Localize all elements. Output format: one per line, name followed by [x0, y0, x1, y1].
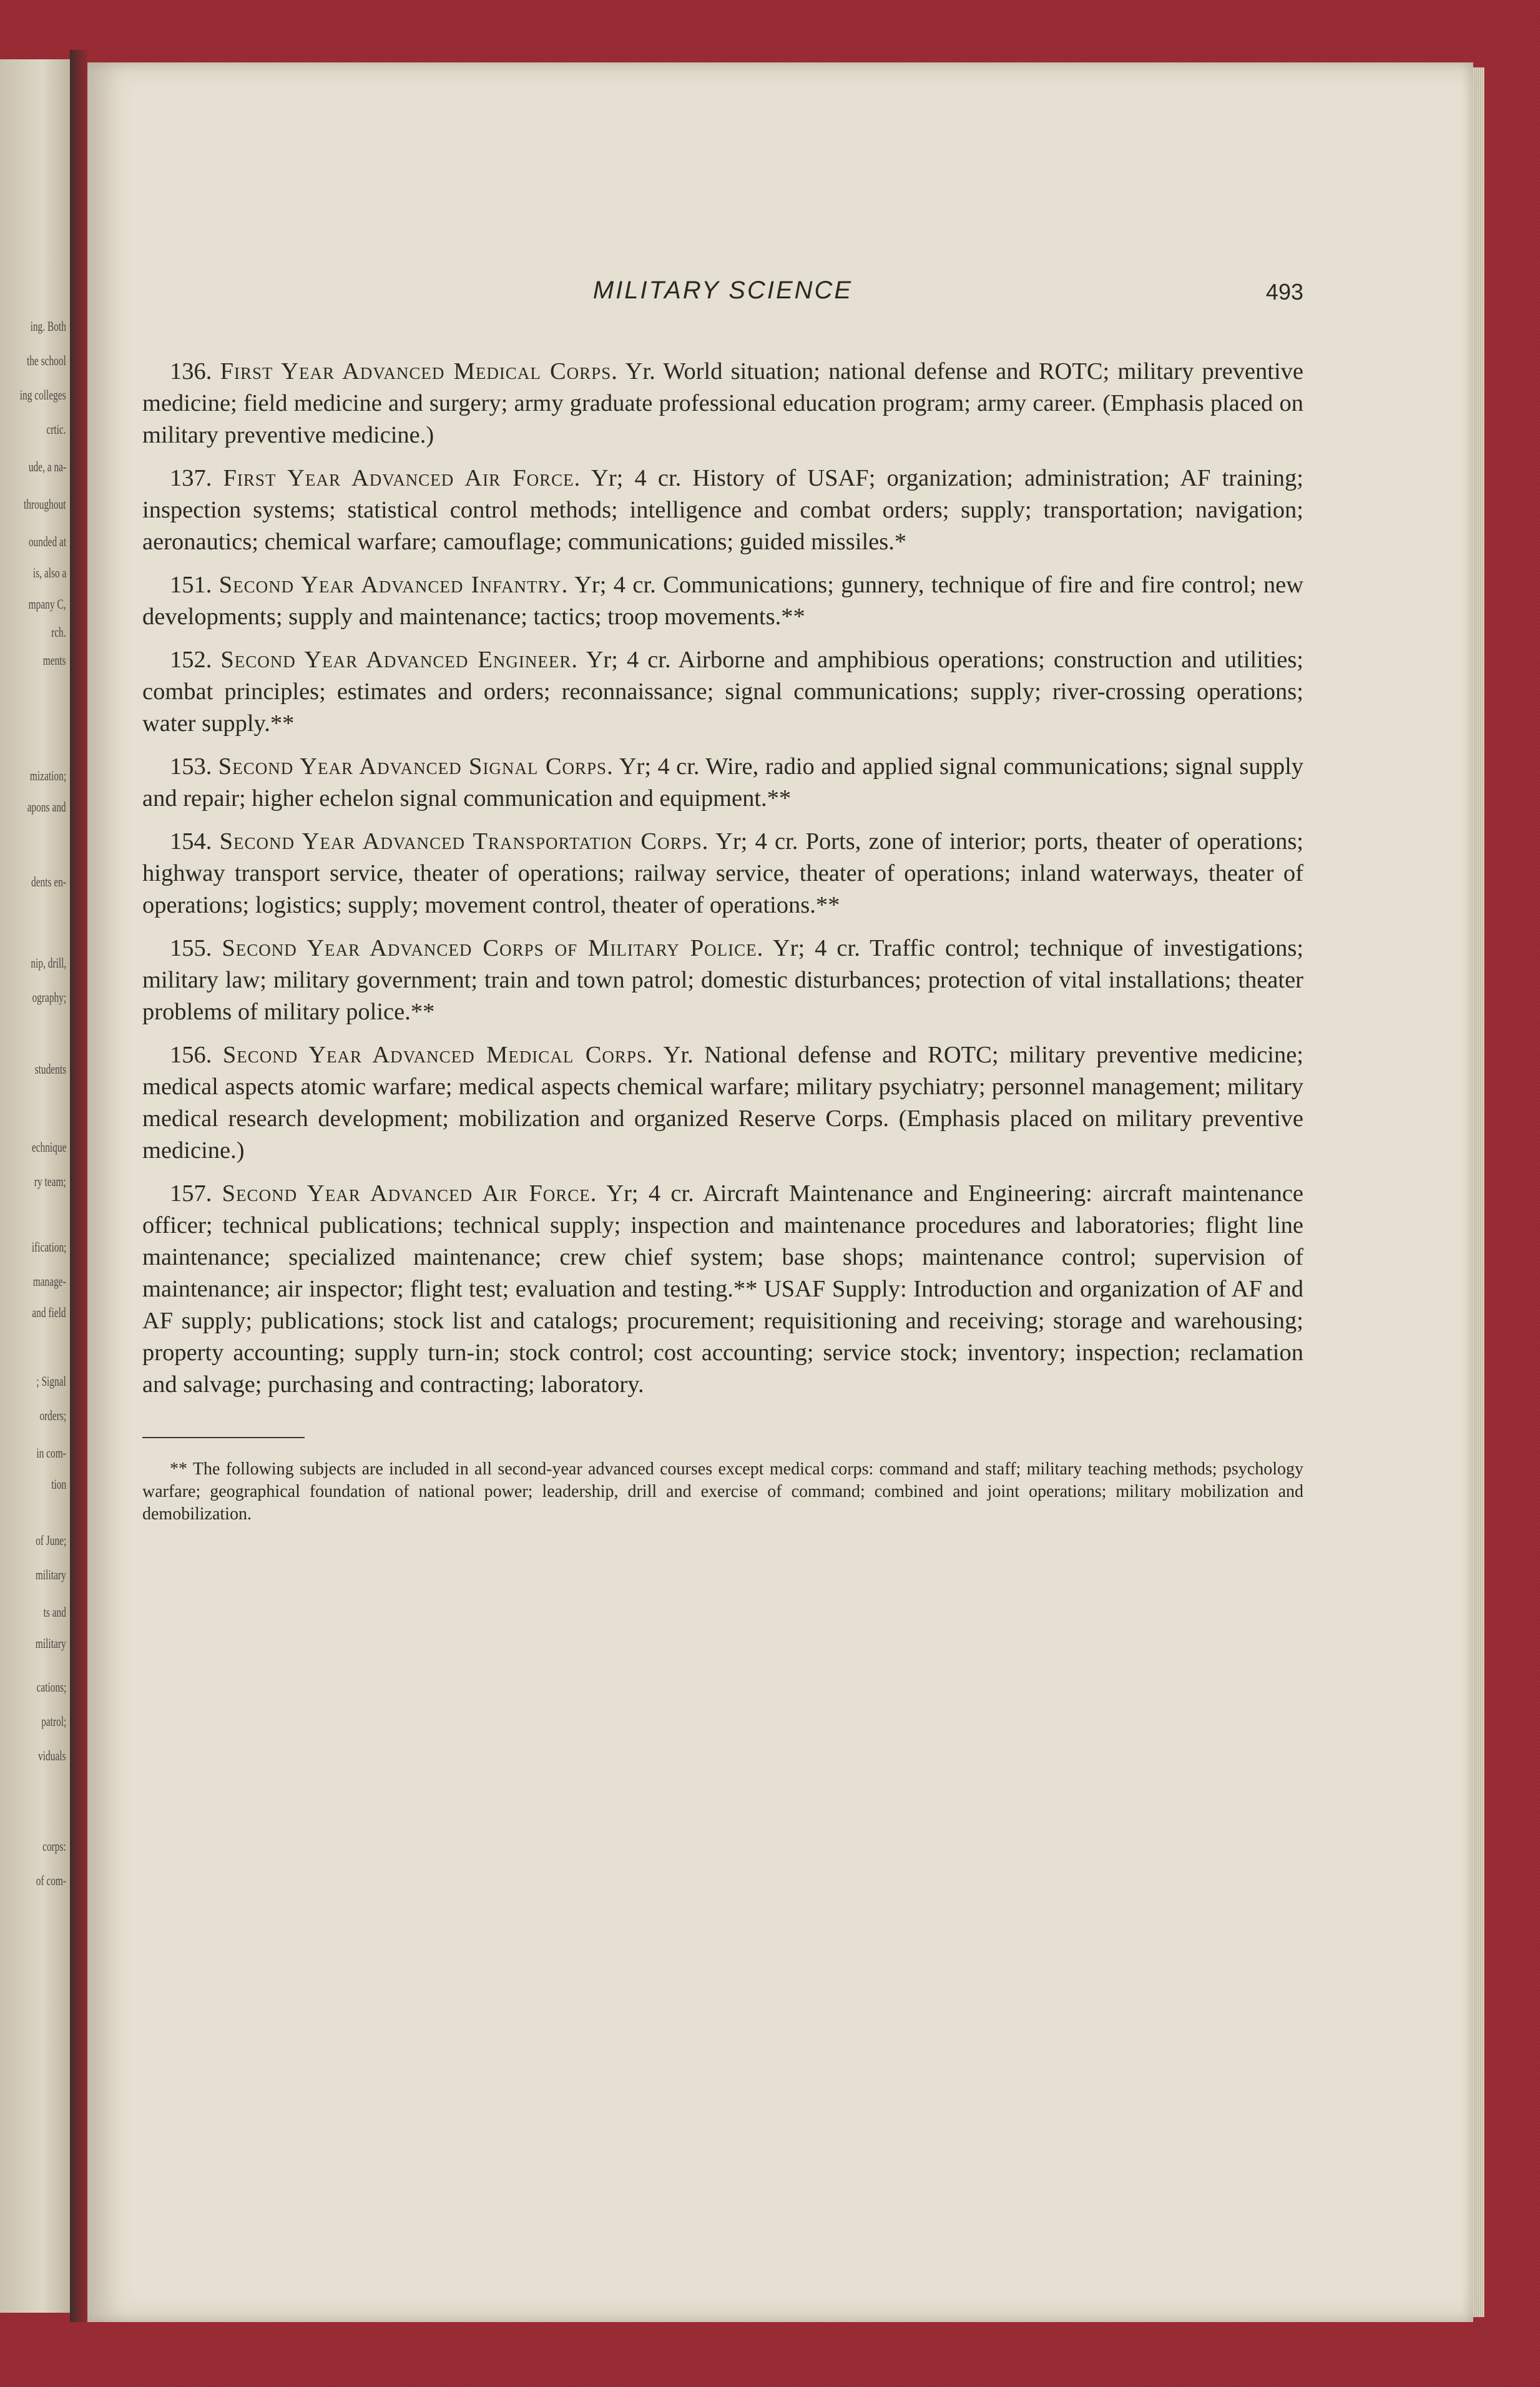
- left-page-fragment: corps:: [42, 1838, 66, 1854]
- course-description: Yr; 4 cr. Wire, radio and applied signal communications; signal supply and repair; higher echelon signal communication and equipment.**: [142, 753, 1304, 811]
- course-entry: [142, 569, 1303, 633]
- left-page-fragment: military: [36, 1635, 66, 1651]
- running-head: [142, 275, 1303, 331]
- left-page-fragment: ; Signal: [36, 1373, 66, 1389]
- course-description: Yr; 4 cr. Ports, zone of interior; ports, theater of operations; highway transport service, theater of operations; railway service, theater of operations; inland waterways, theater of operations; logistics; supply; movement control, theater of operations.**: [142, 828, 1304, 918]
- left-page-fragment: mpany C,: [29, 596, 66, 612]
- left-page-fragment: of June;: [35, 1532, 66, 1548]
- course-entry: [142, 463, 1303, 558]
- course-number: 137.: [170, 465, 212, 491]
- course-list: [142, 356, 1303, 1401]
- course-entry: [142, 1039, 1303, 1167]
- left-page-fragment: throughout: [24, 496, 66, 512]
- course-number: 152.: [170, 647, 212, 673]
- left-page-fragment: tion: [51, 1476, 66, 1492]
- course-description: Yr; 4 cr. Communications; gunnery, technique of fire and fire control; new developments; supply and maintenance; tactics; troop movements.**: [142, 572, 1303, 630]
- left-page-fragment: crtic.: [46, 421, 66, 437]
- left-page-fragment: ification;: [31, 1239, 66, 1255]
- course-number: 154.: [170, 828, 212, 855]
- course-title: Second Year Advanced Air Force.: [222, 1180, 597, 1207]
- left-page-fragment: and field: [32, 1305, 66, 1320]
- left-page-fragment: ing colleges: [20, 387, 66, 403]
- left-page-fragment: ude, a na-: [28, 459, 66, 474]
- footnote: ** The following subjects are included in all second-year advanced courses except medical corps: command and staff; military teaching methods; psychology warfare; geographical foundation of national power; leadership, drill and exercise of command; combined and joint operations; military mobilization and demobilization.: [142, 1459, 1303, 1524]
- left-page-fragment: the school: [27, 353, 66, 368]
- left-page-edge: [0, 59, 70, 2313]
- page-stack-edge: [1473, 67, 1484, 2317]
- left-page-fragment: of com-: [36, 1873, 66, 1888]
- left-page-fragment: rch.: [51, 624, 66, 640]
- course-description: Yr. World situation; national defense and ROTC; military preventive medicine; field medicine and surgery; army graduate professional education program; army career. (Emphasis placed on military preventive medicine.): [142, 358, 1303, 448]
- course-title: Second Year Advanced Medical Corps.: [222, 1042, 654, 1068]
- course-entry: [142, 751, 1303, 815]
- left-page-fragment: students: [34, 1061, 66, 1077]
- left-page-fragment: echnique: [31, 1139, 66, 1155]
- course-title: First Year Advanced Air Force.: [223, 465, 581, 491]
- running-head-title: MILITARY SCIENCE: [592, 277, 853, 304]
- left-page-fragment: cations;: [36, 1679, 66, 1695]
- book-gutter: [70, 50, 87, 2322]
- course-entry: [142, 356, 1303, 451]
- course-title: Second Year Advanced Corps of Military Police.: [222, 935, 764, 961]
- footnote-rule: [142, 1437, 305, 1438]
- course-number: 156.: [170, 1042, 212, 1068]
- left-page-fragment: ography;: [32, 989, 66, 1005]
- page-text: [142, 275, 1303, 1526]
- course-title: Second Year Advanced Transportation Corps.: [219, 828, 709, 855]
- left-page-fragment: is, also a: [32, 565, 66, 581]
- course-title: Second Year Advanced Signal Corps.: [218, 753, 614, 780]
- left-page-fragment: ing. Both: [30, 318, 66, 334]
- course-title: First Year Advanced Medical Corps.: [220, 358, 618, 385]
- left-page-fragment: military: [36, 1567, 66, 1582]
- course-entry: [142, 826, 1303, 921]
- left-page-fragment: nip, drill,: [31, 955, 66, 971]
- left-page-fragment: ry team;: [34, 1174, 66, 1189]
- left-page-fragment: patrol;: [41, 1713, 66, 1729]
- left-page-fragment: in com-: [36, 1445, 66, 1461]
- left-page-fragment: dents en-: [31, 874, 66, 890]
- course-description: Yr. National defense and ROTC; military preventive medicine; medical aspects atomic warfare; medical aspects chemical warfare; military psychiatry; personnel management; military medical research development; mobilization and organized Reserve Corps. (Emphasis placed on military preventive medicine.): [142, 1042, 1304, 1164]
- left-page-fragment: mization;: [29, 768, 66, 783]
- course-number: 151.: [170, 572, 212, 598]
- course-number: 157.: [170, 1180, 212, 1207]
- course-entry: [142, 644, 1303, 740]
- course-description: Yr; 4 cr. History of USAF; organization; administration; AF training; inspection systems; statistical control methods; intelligence and combat orders; supply; transportation; navigation; aeronautics; chemical warfare; camouflage; communications; guided missiles.*: [142, 465, 1304, 555]
- left-page-fragment: manage-: [32, 1273, 66, 1289]
- left-page-fragment: ts and: [43, 1604, 66, 1620]
- left-page-fragment: apons and: [27, 799, 66, 815]
- left-page-fragment: ments: [43, 652, 66, 668]
- left-page-fragment: orders;: [39, 1408, 66, 1423]
- course-number: 155.: [170, 935, 212, 961]
- left-page-fragment: viduals: [38, 1748, 66, 1763]
- course-entry: [142, 1178, 1303, 1401]
- course-title: Second Year Advanced Infantry.: [218, 572, 569, 598]
- course-description: Yr; 4 cr. Airborne and amphibious operations; construction and utilities; combat principles; estimates and orders; reconnaissance; signal communications; supply; river-crossing operations; water supply.**: [142, 647, 1303, 737]
- course-description: Yr; 4 cr. Aircraft Maintenance and Engineering: aircraft maintenance officer; technical publications; technical supply; inspection and maintenance procedures and laboratories; flight line maintenance; specialized maintenance; crew chief system; base shops; maintenance control; supervision of maintenance; air inspector; flight test; evaluation and testing.** USAF Supply: Introduction and organization of AF and AF supply; publications; stock list and catalogs; procurement; requisitioning and receiving; storage and warehousing; property accounting; supply turn-in; stock control; cost accounting; service stock; inventory; inspection; reclamation and salvage; purchasing and contracting; laboratory.: [142, 1180, 1304, 1398]
- page-number: 493: [1265, 279, 1303, 305]
- course-entry: [142, 933, 1303, 1028]
- course-number: 136.: [170, 358, 212, 385]
- course-number: 153.: [170, 753, 212, 780]
- course-title: Second Year Advanced Engineer.: [220, 647, 579, 673]
- left-page-fragment: ounded at: [28, 534, 66, 549]
- course-description: Yr; 4 cr. Traffic control; technique of investigations; military law; military government; train and town patrol; domestic disturbances; protection of vital installations; theater problems of military police.**: [142, 935, 1304, 1025]
